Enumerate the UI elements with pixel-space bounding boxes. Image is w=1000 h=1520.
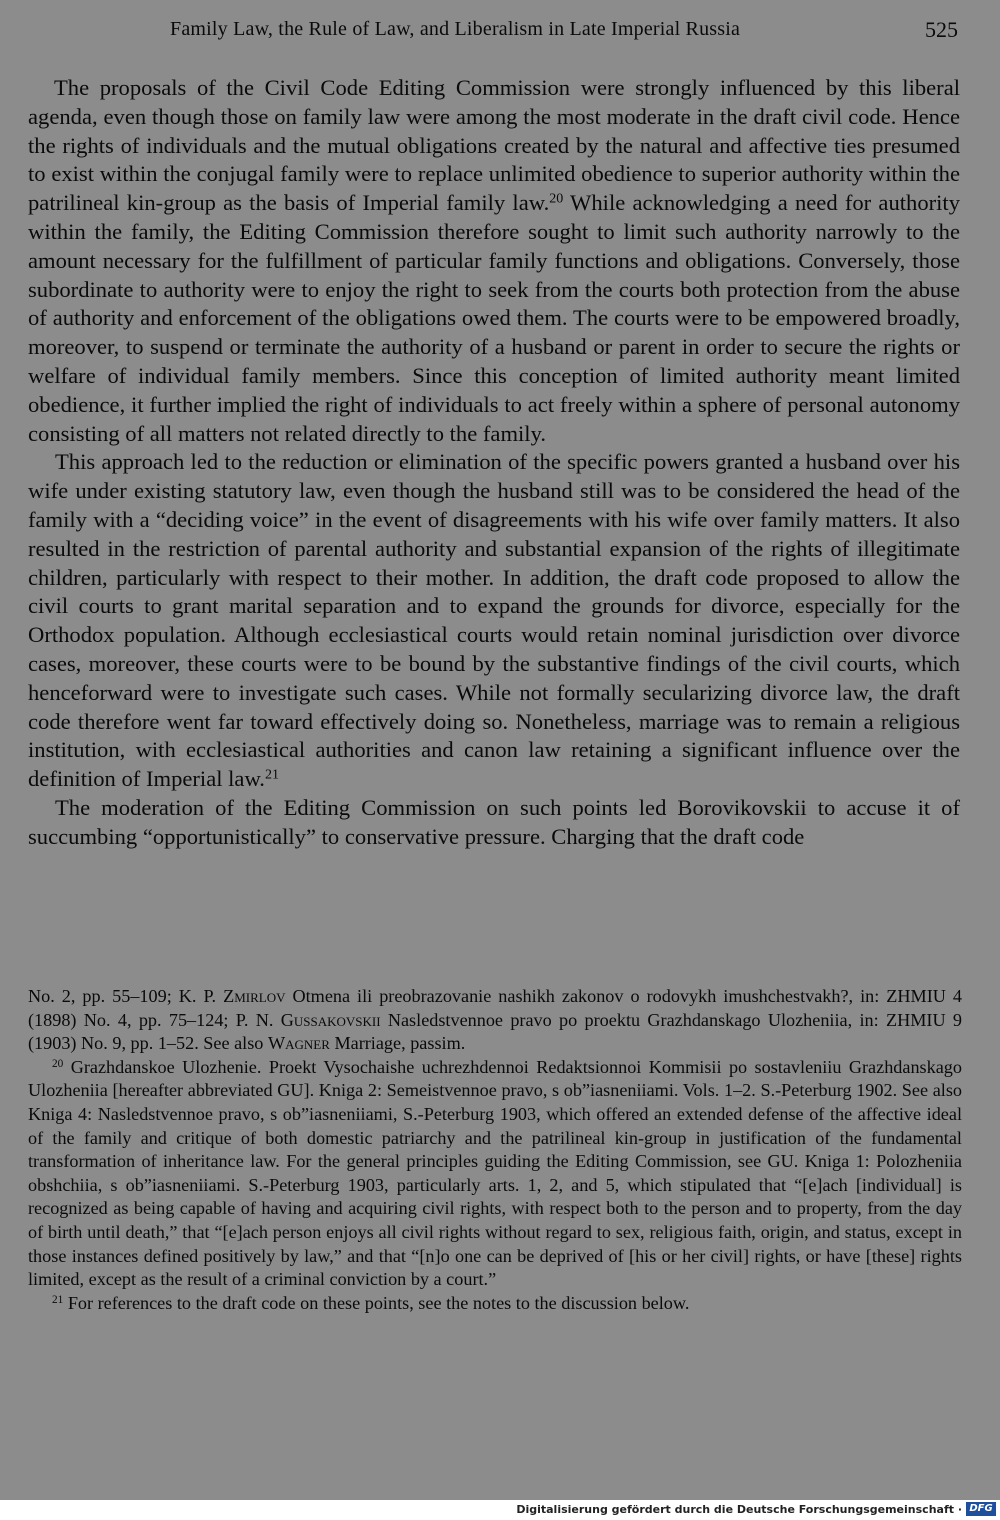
footnote-ref: 20	[549, 191, 564, 207]
footnote-text: Grazhdanskoe Ulozhenie. Proekt Vysochaishe uchrezhdennoi Redaktsionnoi Kommisii po sostavleniiu Grazhdanskago Ulozheniia [hereafter abbreviated GU]. Kniga 2: Semeistvennoe pravo, s ob”iasneniiami. Vols. 1–2. S.-Peterburg 1902. See also Kniga 4: Nasledstvennoe pravo, s ob”iasneniiami, S.-Peterburg 1903, which offered an extended defense of the affective ideal of the family and critique of both domestic patriarchy and the patrilineal kin-group in justification of the fundamental transformation of inheritance law. For the general principles guiding the Editing Commission, see GU. Kniga 1: Polozheniia obshchiia, s ob”iasneniiami. S.-Peterburg 1903, particularly arts. 1, 2, and 5, which stipulated that “[e]ach [individual] is recognized as being capable of having and acquiring civil rights, with respect both to the person and to property, from the day of birth until death,” that “[e]ach person enjoys all civil rights without regard to sex, religious faith, origin, and status, except in those instances defined positively by law,” and that “[n]o one can be deprived of [his or her civil] rights, or have [these] rights limited, except as the result of a criminal conviction by a court.”	[28, 1056, 962, 1290]
digitization-footer	[0, 1500, 1000, 1520]
footnote-number: 21	[52, 1293, 64, 1306]
paragraph-text: The moderation of the Editing Commission on such points led Borovikovskii to accuse it of succumbing “opportunistically” to conservative pressure. Charging that the draft code	[28, 794, 960, 849]
page-header	[0, 18, 1000, 52]
footnote-ref: 21	[264, 767, 279, 783]
main-text	[28, 74, 960, 852]
paragraph-text: This approach led to the reduction or elimination of the specific powers granted a husband over his wife under existing statutory law, even though the husband still was to be considered the head of the family with a “deciding voice” in the event of disagreements with his wife over family matters. It also resulted in the restriction of parental authority and substantial expansion of the rights of illegitimate children, particularly with respect to their mother. In addition, the draft code proposed to allow the civil courts to grant marital separation and to expand the grounds for divorce, especially for the Orthodox population. Although ecclesiastical courts would retain nominal jurisdiction over divorce cases, moreover, these courts were to be bound by the substantive findings of the civil courts, which henceforward were to investigate such cases. While not formally secularizing divorce law, the draft code therefore went far toward effectively doing so. Nonetheless, marriage was to remain a religious institution, with ecclesiastical authorities and canon law retaining a significant influence over the definition of Imperial law.	[28, 449, 960, 792]
page-number: 525	[925, 17, 958, 42]
footnote-text: For references to the draft code on these points, see the notes to the discussion below.	[63, 1292, 690, 1313]
footnote-text: Nasledstvennoe pravo po proektu Grazhdanskago Ulozheniia, in: ZHMIU 9 (1903) No. 9, pp. 1–52. See also	[28, 1009, 962, 1054]
paragraph	[28, 74, 960, 448]
author-name: Wagner	[267, 1033, 330, 1054]
author-name: Gussakovskii	[280, 1009, 381, 1030]
dfg-logo-icon: DFG	[966, 1502, 996, 1516]
paragraph	[28, 448, 960, 794]
paragraph-text: While acknowledging a need for authority within the family, the Editing Commission therefore sought to limit such authority narrowly to the amount necessary for the fulfillment of particular family functions and obligations. Conversely, those subordinate to authority were to enjoy the right to seek from the courts both protection from the abuse of authority and enforcement of the obligations owed them. The courts were to be empowered broadly, moreover, to suspend or terminate the authority of a husband or parent in order to secure the rights or welfare of individual family members. Since this conception of limited authority meant limited obedience, it further implied the right of individuals to act freely within a sphere of personal autonomy consisting of all matters not related directly to the family.	[28, 190, 960, 446]
dfg-credit-text: Digitalisierung gefördert durch die Deutsche Forschungsgemeinschaft ·	[516, 1503, 962, 1516]
footnote-20	[28, 1056, 962, 1292]
footnotes	[28, 985, 962, 1315]
footnote-number: 20	[52, 1057, 64, 1070]
paragraph	[28, 794, 960, 852]
running-title: Family Law, the Rule of Law, and Liberalism in Late Imperial Russia	[170, 18, 741, 40]
footnote-continuation	[28, 985, 962, 1056]
footnote-text: Otmena ili preobrazovanie nashikh zakonov o rodovykh imushchestvakh?, in: ZHMIU 4 (1898) No. 4, pp. 75–124; P. N.	[28, 986, 963, 1030]
footnote-text: No. 2, pp. 55–109; K. P.	[28, 986, 224, 1006]
author-name: Zmirlov	[223, 986, 286, 1006]
footnote-text: Marriage, passim.	[329, 1033, 466, 1054]
footnote-21	[28, 1292, 962, 1316]
paragraph-text: The proposals of the Civil Code Editing Commission were strongly influenced by this liberal agenda, even though those on family law were among the most moderate in the draft civil code. Hence the rights of individuals and the mutual obligations created by the natural and affective ties presumed to exist within the conjugal family were to replace unlimited obedience to superior authority within the patrilineal kin-group as the basis of Imperial family law.	[28, 75, 960, 216]
